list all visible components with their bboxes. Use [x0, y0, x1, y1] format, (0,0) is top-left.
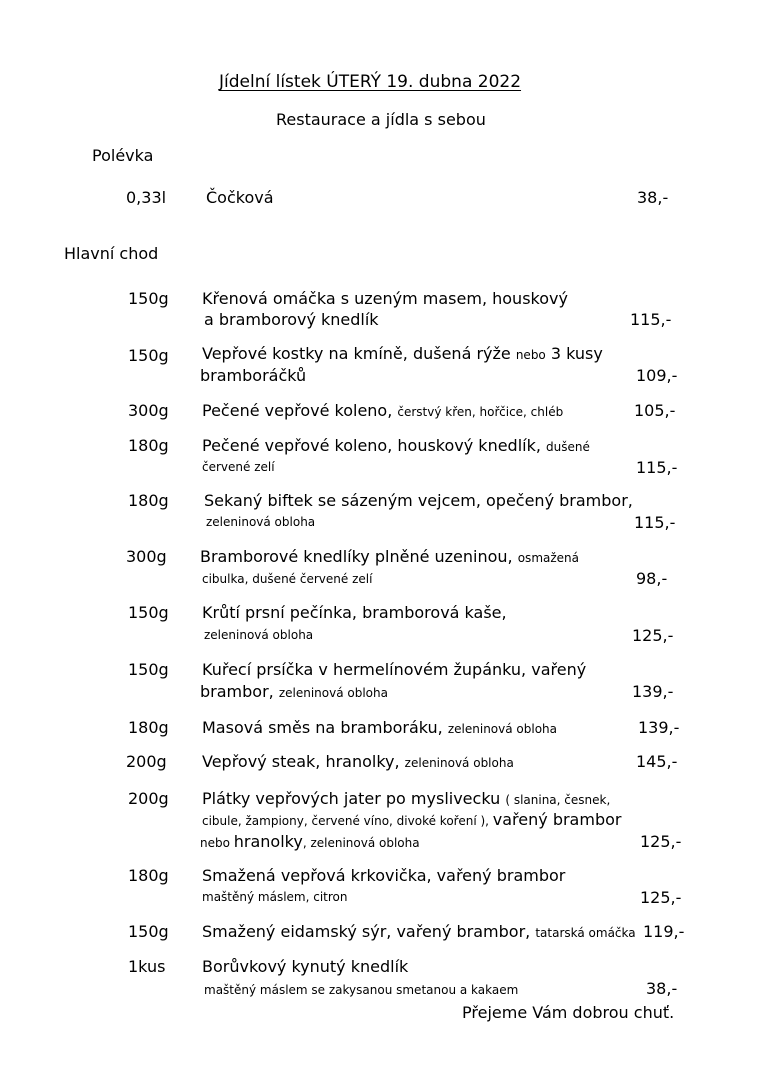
item-line-1	[202, 789, 610, 808]
item-price: 38,-	[646, 979, 678, 998]
item-note: nebo	[515, 348, 546, 362]
item-price: 119,-	[643, 922, 685, 941]
item-price: 115,-	[634, 513, 676, 532]
item-price: 115,-	[630, 310, 672, 329]
item-note: osmažená	[517, 551, 579, 565]
item-line-1: Krůtí prsní pečínka, bramborová kaše,	[202, 603, 507, 622]
item-price: 109,-	[636, 366, 678, 385]
item-price: 98,-	[636, 569, 668, 588]
item-qty: 150g	[128, 346, 169, 365]
item-text: brambor,	[200, 682, 279, 701]
soup-price: 38,-	[637, 188, 669, 207]
item-text: Masová směs na bramboráku,	[202, 718, 448, 737]
item-text: Pečené vepřové koleno, houskový knedlík,	[202, 436, 547, 455]
item-line-1	[200, 547, 579, 566]
item-qty: 300g	[128, 401, 169, 420]
soup-heading: Polévka	[92, 146, 154, 165]
item-line-2: zeleninová obloha	[206, 515, 316, 529]
item-note: cibule, žampiony, červené víno, divoké koření ),	[202, 814, 493, 828]
item-price: 105,-	[634, 401, 676, 420]
item-line-1	[202, 718, 557, 737]
item-text: Vepřový steak, hranolky,	[202, 752, 405, 771]
item-qty: 200g	[128, 789, 169, 808]
page-title: Jídelní lístek ÚTERÝ 19. dubna 2022	[219, 72, 522, 92]
item-line-2: maštěný máslem se zakysanou smetanou a kakaem	[204, 983, 519, 997]
item-qty: 1kus	[128, 957, 166, 976]
item-line-3	[200, 832, 420, 851]
item-qty: 180g	[128, 866, 169, 885]
item-qty: 150g	[128, 660, 169, 679]
item-qty: 150g	[128, 289, 169, 308]
item-qty: 180g	[128, 491, 169, 510]
item-line-2	[202, 810, 621, 829]
item-price: 139,-	[638, 718, 680, 737]
item-text: 3 kusy	[545, 344, 603, 363]
item-line-1	[202, 436, 590, 455]
item-line-1: Křenová omáčka s uzeným masem, houskový	[202, 289, 568, 308]
item-qty: 180g	[128, 436, 169, 455]
item-note: zeleninová obloha	[447, 722, 558, 736]
item-line-2: bramboráčků	[200, 366, 307, 385]
item-note: dušené	[546, 440, 590, 454]
item-note: nebo	[200, 836, 234, 850]
closing-text: Přejeme Vám dobrou chuť.	[462, 1003, 675, 1022]
item-text: Smažený eidamský sýr, vařený brambor,	[202, 922, 536, 941]
item-price: 145,-	[636, 752, 678, 771]
item-qty: 300g	[126, 547, 167, 566]
item-text: Bramborové knedlíky plněné uzeninou,	[200, 547, 518, 566]
item-line-1	[202, 401, 563, 420]
item-price: 125,-	[640, 832, 682, 851]
item-qty: 150g	[128, 603, 169, 622]
item-line-1: Smažená vepřová krkovička, vařený brambor	[202, 866, 566, 885]
page-subtitle: Restaurace a jídla s sebou	[276, 110, 486, 129]
item-line-2: maštěný máslem, citron	[202, 890, 348, 904]
item-text: vařený brambor	[492, 810, 622, 829]
item-line-2	[200, 682, 388, 701]
item-price: 115,-	[636, 458, 678, 477]
item-price: 139,-	[632, 682, 674, 701]
item-note: zeleninová obloha	[278, 686, 388, 700]
item-line-1: Borůvkový kynutý knedlík	[202, 957, 409, 976]
item-note: tatarská omáčka	[535, 926, 636, 940]
item-text: Vepřové kostky na kmíně, dušená rýže	[202, 344, 516, 363]
item-text: Plátky vepřových jater po myslivecku	[202, 789, 506, 808]
item-qty: 150g	[128, 922, 169, 941]
item-note: čerstvý křen, hořčice, chléb	[397, 405, 564, 419]
main-heading: Hlavní chod	[64, 244, 159, 263]
item-text: hranolky	[233, 832, 303, 851]
item-line-1	[202, 922, 636, 941]
item-line-1	[202, 752, 514, 771]
item-line-1: Sekaný biftek se sázeným vejcem, opečený brambor,	[204, 491, 633, 510]
item-text: Pečené vepřové koleno,	[202, 401, 398, 420]
item-line-2: cibulka, dušené červené zelí	[202, 572, 373, 586]
soup-qty: 0,33l	[126, 188, 167, 207]
soup-name: Čočková	[206, 188, 274, 207]
item-line-1: Kuřecí prsíčka v hermelínovém župánku, vařený	[202, 660, 587, 679]
item-qty: 180g	[128, 718, 169, 737]
item-qty: 200g	[126, 752, 167, 771]
item-price: 125,-	[640, 888, 682, 907]
item-note: zeleninová obloha	[404, 756, 514, 770]
item-line-2: a bramborový knedlík	[204, 310, 379, 329]
item-line-2: červené zelí	[202, 460, 275, 474]
item-line-2: zeleninová obloha	[204, 628, 314, 642]
item-line-1	[202, 344, 603, 363]
item-price: 125,-	[632, 626, 674, 645]
item-note: ( slanina, česnek,	[505, 793, 611, 807]
item-note: , zeleninová obloha	[302, 836, 420, 850]
